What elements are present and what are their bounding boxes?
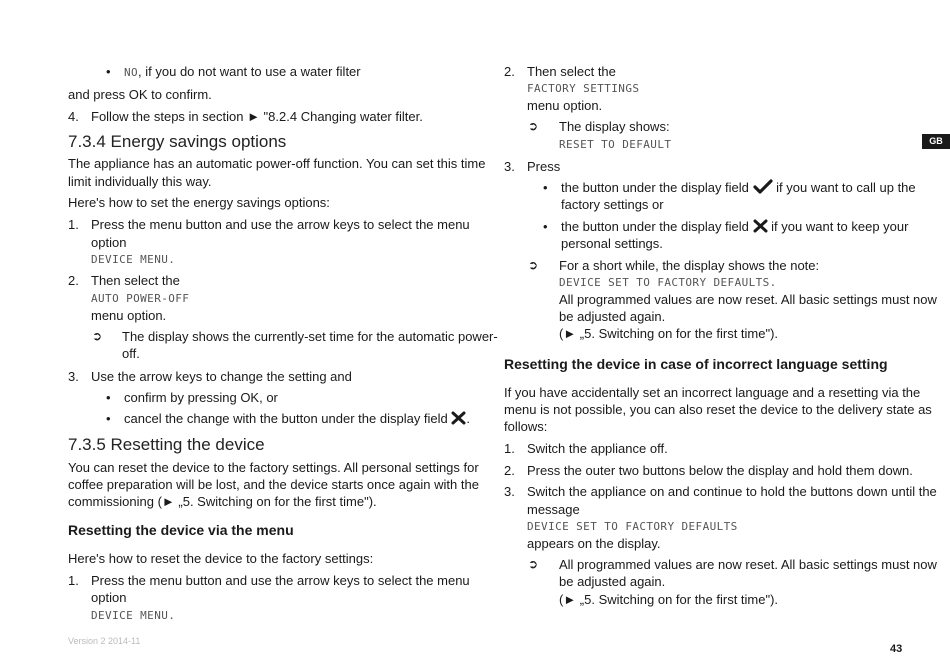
result-arrow-icon: ➲ [92,329,103,343]
step-number: 3. [504,484,515,499]
result-text: All programmed values are now reset. All basic settings must now [559,557,937,572]
bullet-text: the button under the display field [561,180,749,195]
bullet-confirm [561,179,916,197]
subheading-reset-via-menu: Resetting the device via the menu [68,522,294,538]
bullet-text: if you want to keep your [771,219,909,234]
result-text: be adjusted again. [559,309,666,324]
result-text: For a short while, the display shows the note: [559,258,820,273]
paragraph-line: Here's how to set the energy savings options: [68,195,330,210]
step-text: Press the menu button and use the arrow keys to select the menu [91,217,470,232]
footer-version: Version 2 2014-11 [68,636,141,646]
result-text: off. [122,346,140,361]
bullet-dot: • [543,219,548,234]
result-text: The display shows: [559,119,670,134]
bullet-dot: • [543,180,548,195]
display-code: NO [124,66,139,79]
paragraph-line: You can reset the device to the factory settings. All personal settings for [68,460,479,475]
step-number: 1. [68,573,79,588]
step-text: menu option. [527,98,603,113]
step-text: option [91,235,127,250]
display-code: FACTORY SETTINGS [527,82,640,95]
step-number: 2. [504,64,515,79]
display-code: RESET TO DEFAULT [559,138,672,151]
confirm-line: and press OK to confirm. [68,87,212,102]
bullet-text: cancel the change with the button under the display field [124,411,448,426]
paragraph-line: coffee preparation will be lost, and the device starts once again with the [68,477,479,492]
step-text: Follow the steps in section ► "8.2.4 Changing water filter. [91,109,423,124]
bullet-no-water-filter [124,63,361,82]
step-text: Switch the appliance on and continue to hold the buttons down until the [527,484,937,499]
step-text: Press [527,159,561,174]
step-number: 1. [504,441,515,456]
paragraph-line: commissioning (► „5. Switching on for the first time"). [68,494,377,509]
bullet-cancel: cancel the change with the button under the display field . [124,411,471,426]
step-number: 2. [504,463,515,478]
subheading-language-reset: Resetting the device in case of incorrect language setting [504,356,888,372]
cross-icon [451,411,466,426]
display-code: AUTO POWER-OFF [91,292,190,305]
step-text: Switch the appliance off. [527,441,668,456]
result-text: (► „5. Switching on for the first time"). [559,326,779,341]
result-text: The display shows the currently-set time for the automatic power- [122,329,498,344]
paragraph-line: Here's how to reset the device to the factory settings: [68,551,374,566]
step-text: message [527,502,580,517]
section-heading-energy: 7.3.4 Energy savings options [68,132,287,151]
bullet-text: confirm by pressing OK, or [124,390,278,405]
result-text: All programmed values are now reset. All basic settings must now [559,292,937,307]
display-code: DEVICE MENU. [91,609,176,622]
step-number: 1. [68,217,79,232]
bullet-text: if you want to call up the [776,180,916,195]
result-text: (► „5. Switching on for the first time"). [559,592,779,607]
page-number: 43 [890,643,903,655]
paragraph-line: If you have accidentally set an incorrect language and a resetting via the [504,385,921,400]
result-arrow-icon: ➲ [528,557,539,571]
paragraph-line: The appliance has an automatic power-off function. You can set this time [68,156,486,171]
step-text: menu option. [91,308,167,323]
result-arrow-icon: ➲ [528,258,539,272]
section-heading-reset: 7.3.5 Resetting the device [68,435,265,454]
bullet-text: , if you do not want to use a water filter [138,64,361,79]
bullet-dot: • [106,64,111,79]
step-number: 2. [68,273,79,288]
result-text: be adjusted again. [559,574,666,589]
step-text: Use the arrow keys to change the setting and [91,369,352,384]
paragraph-line: menu is not possible, you can also reset the device to the delivery state as [504,402,932,417]
language-tab-badge: GB [922,134,950,149]
display-code: DEVICE MENU. [91,253,176,266]
result-arrow-icon: ➲ [528,119,539,133]
step-text: appears on the display. [527,536,661,551]
step-text: Press the outer two buttons below the display and hold them down. [527,463,913,478]
step-text: Then select the [527,64,616,79]
step-text: option [91,590,127,605]
step-number: 4. [68,109,79,124]
cross-icon [753,219,768,234]
display-code: DEVICE SET TO FACTORY DEFAULTS. [559,276,777,289]
bullet-dot: • [106,390,111,405]
paragraph-line: follows: [504,419,548,434]
display-code: DEVICE SET TO FACTORY DEFAULTS [527,520,738,533]
paragraph-line: limit individually this way. [68,174,212,189]
step-number: 3. [68,369,79,384]
step-text: Then select the [91,273,180,288]
bullet-keep [561,218,908,236]
step-text: Press the menu button and use the arrow keys to select the menu [91,573,470,588]
bullet-text: personal settings. [561,236,663,251]
bullet-text: the button under the display field [561,219,749,234]
checkmark-icon [753,180,773,195]
bullet-text: factory settings or [561,197,664,212]
step-number: 3. [504,159,515,174]
bullet-dot: • [106,411,111,426]
